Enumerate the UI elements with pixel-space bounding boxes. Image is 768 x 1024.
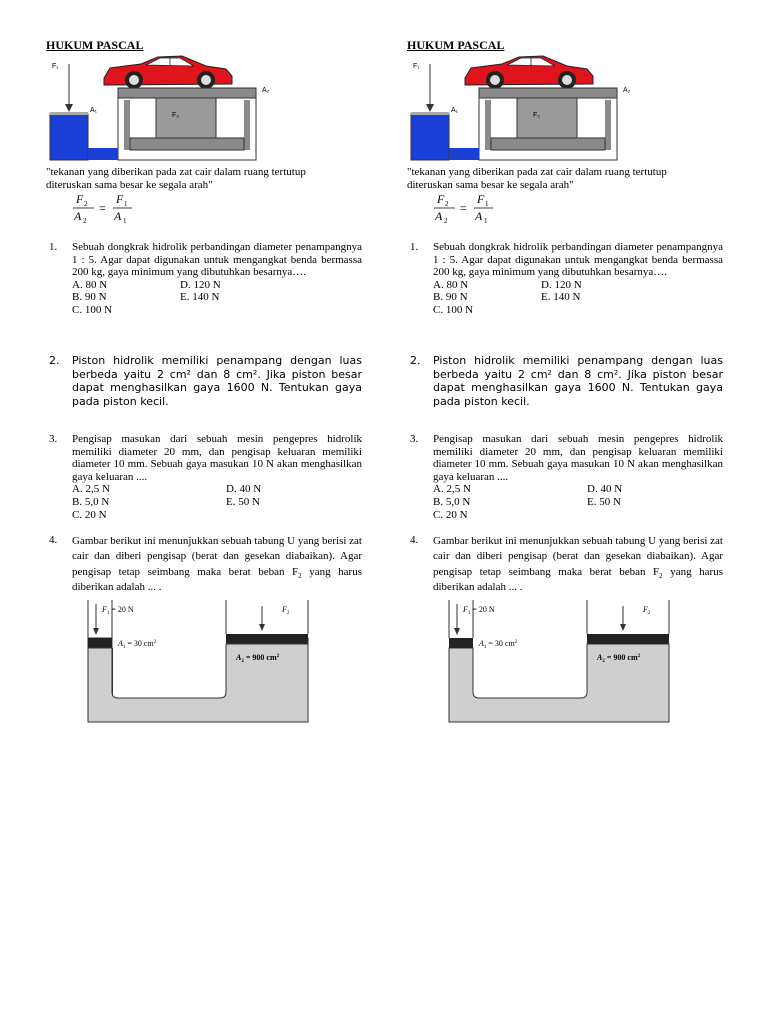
question-3-options bbox=[433, 483, 723, 521]
quote-line-1: "tekanan yang diberikan pada zat cair dalam ruang tertutup bbox=[407, 166, 667, 178]
car-icon bbox=[104, 56, 232, 89]
svg-text:1: 1 bbox=[485, 200, 489, 208]
question-1-options bbox=[433, 279, 723, 317]
option-e: E. 50 N bbox=[587, 495, 621, 508]
f2-label: $F_2$ bbox=[282, 605, 290, 616]
question-4-text: Gambar berikut ini menunjukkan sebuah tabung U yang berisi zat cair dan diberi pengisap (berat dan gesekan diabaikan). Agar pengisap tetap seimbang maka berat beban $F_2$ yang harus diberikan adalah ... . bbox=[72, 535, 362, 594]
option-d: D. 40 N bbox=[587, 483, 623, 496]
svg-text:F: F bbox=[437, 192, 445, 206]
svg-text:F: F bbox=[477, 192, 485, 206]
a2-value-label: $A_2 = 900$ $cm^2$ bbox=[236, 653, 280, 664]
question-3-options bbox=[72, 483, 362, 521]
svg-text:F: F bbox=[116, 192, 124, 206]
option-b: B. 90 N bbox=[433, 291, 468, 304]
option-b: B. 5,0 N bbox=[433, 495, 471, 508]
a2-value-label: $A_2 = 900$ $cm^2$ bbox=[597, 653, 641, 664]
f2-label: F₂ bbox=[533, 112, 540, 119]
pascal-quote bbox=[407, 166, 737, 192]
svg-text:2: 2 bbox=[444, 217, 448, 225]
option-e: E. 140 N bbox=[541, 291, 581, 304]
option-a: A. 2,5 N bbox=[433, 483, 471, 496]
svg-text:A: A bbox=[435, 209, 443, 223]
a1-label: A₁ bbox=[451, 107, 459, 114]
a2-label: A₂ bbox=[262, 87, 270, 94]
worksheet-column-left: HUKUM PASCAL F₁ A₁ A₂ F₂ "tekanan yang diberikan pada zat cair dalam ruang tertutup diteruskan sama besar ke segala arah" F 2 A 2 = F 1 A 1 1. Sebuah dongkrak hidrolik perbandingan diameter penampangnya 1 : 5. Agar dapat digunakan untuk mengangkat benda bermassa 200 kg, gaya minimum yang dibutuhkan besarnya…. A. 80 N D. 120 N B. 90 N E. 140 N C. 100 N 2. Piston hidrolik memiliki penampang dengan luas berbeda yaitu 2 cm² dan 8 cm². Jika piston besar dapat menghasilkan gaya 1600 N. Tentukan gaya pada piston kecil. 3. Pengisap masukan dari sebuah mesin pengepres hidrolik memiliki diameter 20 mm, dan pengisap keluaran memiliki diameter 10 mm. Sebuah gaya masukan 10 N akan menghasilkan gaya keluaran .... A. 2,5 N D. 40 N B. 5,0 N E. 50 N C. 20 N 4. Gambar berikut ini menunjukkan sebuah tabung U yang berisi zat cair dan diberi pengisap (berat dan gesekan diabaikan). Agar pengisap tetap seimbang maka berat beban $F_2$ yang harus diberikan adalah ... . $F_1 = 20$ N $A_1 = 30$ $cm^2$ $F_2$ $A_2 = 900$ $cm^2$ bbox=[46, 0, 368, 1024]
section-title: HUKUM PASCAL bbox=[407, 38, 505, 52]
option-c: C. 20 N bbox=[72, 508, 107, 521]
option-c: C. 100 N bbox=[433, 303, 474, 316]
quote-line-2: diteruskan sama besar ke segala arah" bbox=[46, 179, 213, 191]
svg-text:1: 1 bbox=[123, 217, 127, 225]
f2-label: F₂ bbox=[172, 112, 179, 119]
option-a: A. 80 N bbox=[433, 278, 469, 291]
a1-value-label: $A_1 = 30$ $cm^2$ bbox=[479, 639, 518, 650]
option-c: C. 20 N bbox=[433, 508, 468, 521]
pascal-formula bbox=[70, 191, 150, 225]
question-1-text: Sebuah dongkrak hidrolik perbandingan diameter penampangnya 1 : 5. Agar dapat digunakan untuk mengangkat benda bermassa 200 kg, gaya minimum yang dibutuhkan besarnya…. bbox=[72, 241, 362, 279]
option-e: E. 50 N bbox=[226, 495, 260, 508]
svg-text:2: 2 bbox=[445, 200, 449, 208]
pascal-quote bbox=[46, 166, 376, 192]
quote-line-1: "tekanan yang diberikan pada zat cair dalam ruang tertutup bbox=[46, 166, 306, 178]
svg-text:A: A bbox=[475, 209, 483, 223]
f1-value-label: $F_1 = 20$ N bbox=[102, 605, 134, 616]
svg-text:=: = bbox=[460, 201, 467, 215]
question-3-text: Pengisap masukan dari sebuah mesin pengepres hidrolik memiliki diameter 20 mm, dan pengisap keluaran memiliki diameter 10 mm. Sebuah gaya masukan 10 N akan menghasilkan gaya keluaran .... bbox=[433, 433, 723, 483]
svg-text:A: A bbox=[74, 209, 82, 223]
car-icon bbox=[465, 56, 593, 89]
a2-label: A₂ bbox=[623, 87, 631, 94]
a1-value-label: $A_1 = 30$ $cm^2$ bbox=[118, 639, 157, 650]
quote-line-2: diteruskan sama besar ke segala arah" bbox=[407, 179, 574, 191]
svg-text:1: 1 bbox=[484, 217, 488, 225]
option-d: D. 120 N bbox=[541, 278, 582, 291]
question-1-text: Sebuah dongkrak hidrolik perbandingan diameter penampangnya 1 : 5. Agar dapat digunakan untuk mengangkat benda bermassa 200 kg, gaya minimum yang dibutuhkan besarnya…. bbox=[433, 241, 723, 279]
hydraulic-lift-diagram bbox=[46, 52, 276, 164]
svg-text:F: F bbox=[76, 192, 84, 206]
question-3-text: Pengisap masukan dari sebuah mesin pengepres hidrolik memiliki diameter 20 mm, dan pengisap keluaran memiliki diameter 10 mm. Sebuah gaya masukan 10 N akan menghasilkan gaya keluaran .... bbox=[72, 433, 362, 483]
svg-text:2: 2 bbox=[84, 200, 88, 208]
section-title: HUKUM PASCAL bbox=[46, 38, 144, 52]
pascal-formula bbox=[431, 191, 511, 225]
option-c: C. 100 N bbox=[72, 303, 113, 316]
question-2-text: Piston hidrolik memiliki penampang dengan luas berbeda yaitu 2 cm² dan 8 cm². Jika piston besar dapat menghasilkan gaya 1600 N. Tentukan gaya pada piston kecil. bbox=[433, 354, 723, 408]
option-d: D. 40 N bbox=[226, 483, 262, 496]
question-1-options bbox=[72, 279, 362, 317]
f2-label: $F_2$ bbox=[643, 605, 651, 616]
worksheet-column-right: HUKUM PASCAL F₁ A₁ A₂ F₂ "tekanan yang diberikan pada zat cair dalam ruang tertutup diteruskan sama besar ke segala arah" F 2 A 2 = F 1 A 1 1. Sebuah dongkrak hidrolik perbandingan diameter penampangnya 1 : 5. Agar dapat digunakan untuk mengangkat benda bermassa 200 kg, gaya minimum yang dibutuhkan besarnya…. A. 80 N D. 120 N B. 90 N E. 140 N C. 100 N 2. Piston hidrolik memiliki penampang dengan luas berbeda yaitu 2 cm² dan 8 cm². Jika piston besar dapat menghasilkan gaya 1600 N. Tentukan gaya pada piston kecil. 3. Pengisap masukan dari sebuah mesin pengepres hidrolik memiliki diameter 20 mm, dan pengisap keluaran memiliki diameter 10 mm. Sebuah gaya masukan 10 N akan menghasilkan gaya keluaran .... A. 2,5 N D. 40 N B. 5,0 N E. 50 N C. 20 N 4. Gambar berikut ini menunjukkan sebuah tabung U yang berisi zat cair dan diberi pengisap (berat dan gesekan diabaikan). Agar pengisap tetap seimbang maka berat beban $F_2$ yang harus diberikan adalah ... . $F_1 = 20$ N $A_1 = 30$ $cm^2$ $F_2$ $A_2 = 900$ $cm^2$ bbox=[407, 0, 729, 1024]
u-tube-diagram bbox=[86, 600, 312, 726]
f1-label: F₁ bbox=[52, 63, 59, 70]
svg-text:=: = bbox=[99, 201, 106, 215]
svg-text:1: 1 bbox=[124, 200, 128, 208]
svg-text:2: 2 bbox=[83, 217, 87, 225]
option-b: B. 90 N bbox=[72, 291, 107, 304]
a1-label: A₁ bbox=[90, 107, 98, 114]
option-d: D. 120 N bbox=[180, 278, 221, 291]
option-a: A. 2,5 N bbox=[72, 483, 110, 496]
hydraulic-lift-diagram bbox=[407, 52, 637, 164]
option-a: A. 80 N bbox=[72, 278, 108, 291]
f1-value-label: $F_1 = 20$ N bbox=[463, 605, 495, 616]
question-4-text: Gambar berikut ini menunjukkan sebuah tabung U yang berisi zat cair dan diberi pengisap (berat dan gesekan diabaikan). Agar pengisap tetap seimbang maka berat beban $F_2$ yang harus diberikan adalah ... . bbox=[433, 535, 723, 594]
option-b: B. 5,0 N bbox=[72, 495, 110, 508]
question-2-text: Piston hidrolik memiliki penampang dengan luas berbeda yaitu 2 cm² dan 8 cm². Jika piston besar dapat menghasilkan gaya 1600 N. Tentukan gaya pada piston kecil. bbox=[72, 354, 362, 408]
option-e: E. 140 N bbox=[180, 291, 220, 304]
u-tube-diagram bbox=[447, 600, 673, 726]
f1-label: F₁ bbox=[413, 63, 420, 70]
svg-text:A: A bbox=[114, 209, 122, 223]
